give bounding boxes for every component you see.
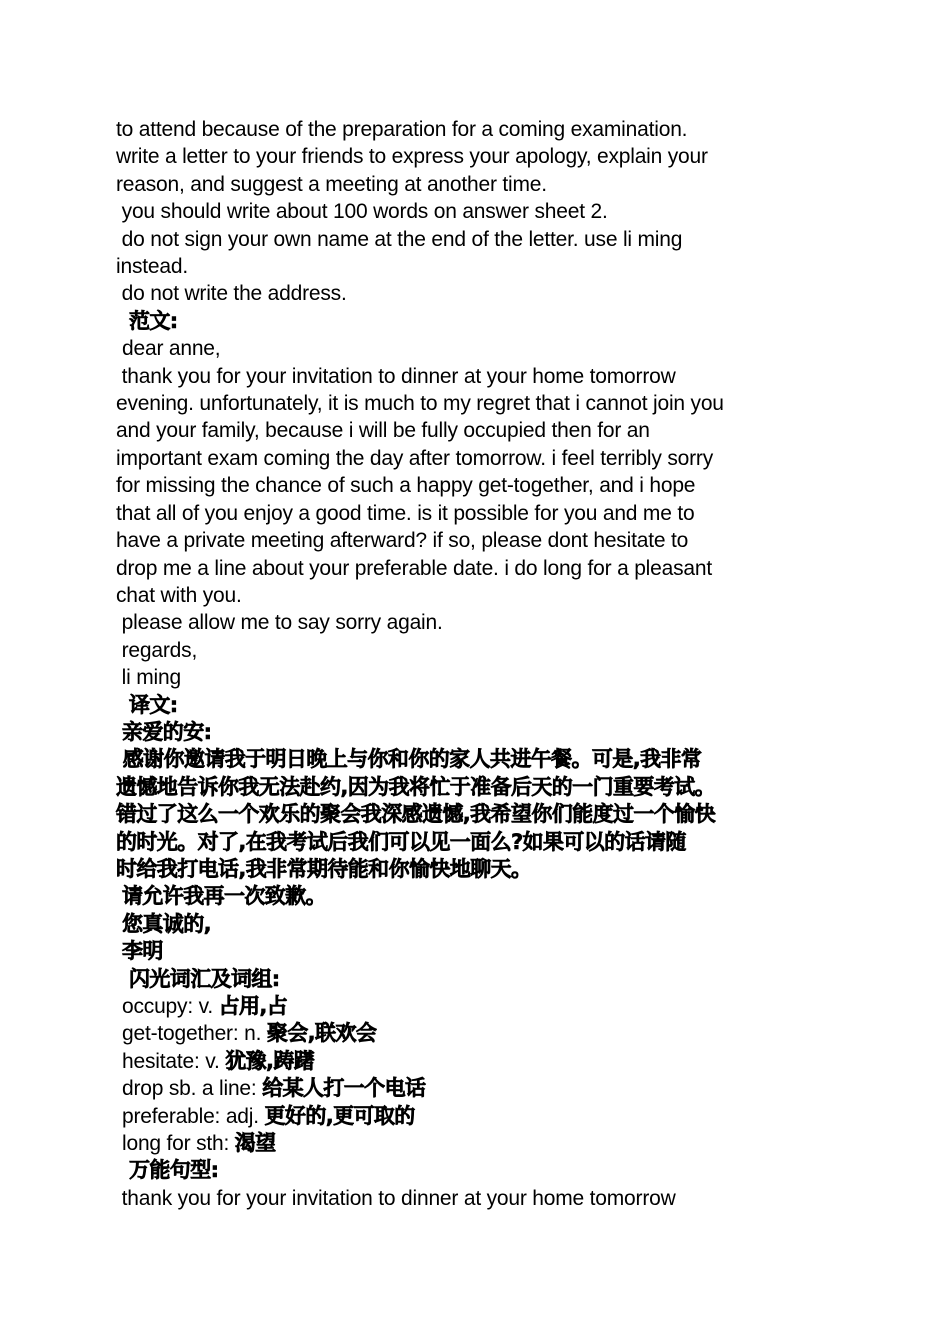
intro-line: reason, and suggest a meeting at another time. — [116, 172, 547, 196]
letter-body-line: and your family, because i will be fully occupied then for an — [116, 419, 650, 443]
translation-salutation: 亲爱的安: — [122, 719, 212, 744]
vocab-term: preferable: adj. — [122, 1104, 265, 1128]
letter-body-line: important exam coming the day after tomorrow. i feel terribly sorry — [116, 446, 713, 470]
vocab-meaning: 犹豫,踌躇 — [225, 1048, 315, 1073]
intro-line: instead. — [116, 255, 188, 279]
letter-salutation: dear anne, — [122, 337, 221, 361]
letter-body-line: chat with you. — [116, 583, 242, 607]
vocab-term: hesitate: v. — [122, 1049, 226, 1073]
letter-body-line: drop me a line about your preferable date. i do long for a pleasant — [116, 556, 713, 580]
sample-heading: 范文: — [129, 308, 178, 333]
vocab-heading: 闪光词汇及词组: — [129, 966, 280, 991]
letter-body-line: evening. unfortunately, it is much to my regret that i cannot join you — [116, 392, 724, 416]
translation-body-line: 错过了这么一个欢乐的聚会我深感遗憾,我希望你们能度过一个愉快 — [116, 802, 715, 827]
letter-body-line: for missing the chance of such a happy get-together, and i hope — [116, 474, 696, 498]
vocab-item — [116, 993, 836, 1020]
vocab-term: get-together: n. — [122, 1022, 267, 1046]
translation-heading: 译文: — [129, 692, 178, 717]
translation-body-line: 感谢你邀请我于明日晚上与你和你的家人共进午餐。可是,我非常 — [116, 747, 702, 772]
letter-apology: please allow me to say sorry again. — [116, 611, 443, 635]
sentence-heading: 万能句型: — [129, 1158, 219, 1183]
sentence-line: thank you for your invitation to dinner at your home tomorrow — [116, 1186, 676, 1210]
vocab-item — [116, 1075, 836, 1102]
vocab-term: long for sth: — [122, 1132, 235, 1156]
letter-body-line: thank you for your invitation to dinner at your home tomorrow — [116, 364, 676, 388]
vocab-meaning: 更好的,更可取的 — [264, 1103, 415, 1128]
letter-body-line: that all of you enjoy a good time. is it possible for you and me to — [116, 501, 695, 525]
translation-body-line: 时给我打电话,我非常期待能和你愉快地聊天。 — [116, 856, 532, 881]
vocab-item — [116, 1020, 836, 1047]
vocab-meaning: 占用,占 — [218, 994, 288, 1018]
letter-signature: li ming — [116, 666, 181, 690]
vocab-item — [116, 1048, 836, 1075]
vocab-item — [116, 1130, 836, 1157]
translation-signature: 李明 — [122, 939, 163, 964]
document-page — [116, 116, 836, 1212]
vocab-term: drop sb. a line: — [122, 1077, 263, 1101]
vocab-item — [116, 1103, 836, 1130]
translation-body-line: 遗憾地告诉你我无法赴约,因为我将忙于准备后天的一门重要考试。 — [116, 774, 715, 799]
vocab-meaning: 聚会,联欢会 — [266, 1021, 377, 1046]
intro-line: to attend because of the preparation for a coming examination. — [116, 118, 688, 141]
translation-apology: 请允许我再一次致歉。 — [122, 884, 326, 909]
vocab-meaning: 渴望 — [234, 1131, 276, 1156]
vocab-term: occupy: v. — [122, 995, 219, 1018]
vocab-meaning: 给某人打一个电话 — [262, 1076, 426, 1101]
intro-line: you should write about 100 words on answer sheet 2. — [116, 200, 608, 224]
intro-line: do not sign your own name at the end of the letter. use li ming — [116, 227, 683, 251]
intro-line: write a letter to your friends to express your apology, explain your — [116, 145, 708, 169]
translation-closing: 您真诚的, — [122, 911, 211, 936]
intro-line: do not write the address. — [116, 282, 347, 306]
letter-closing: regards, — [116, 638, 198, 662]
letter-body-line: have a private meeting afterward? if so, please dont hesitate to — [116, 529, 689, 553]
translation-body-line: 的时光。对了,在我考试后我们可以见一面么?如果可以的话请随 — [116, 829, 686, 854]
